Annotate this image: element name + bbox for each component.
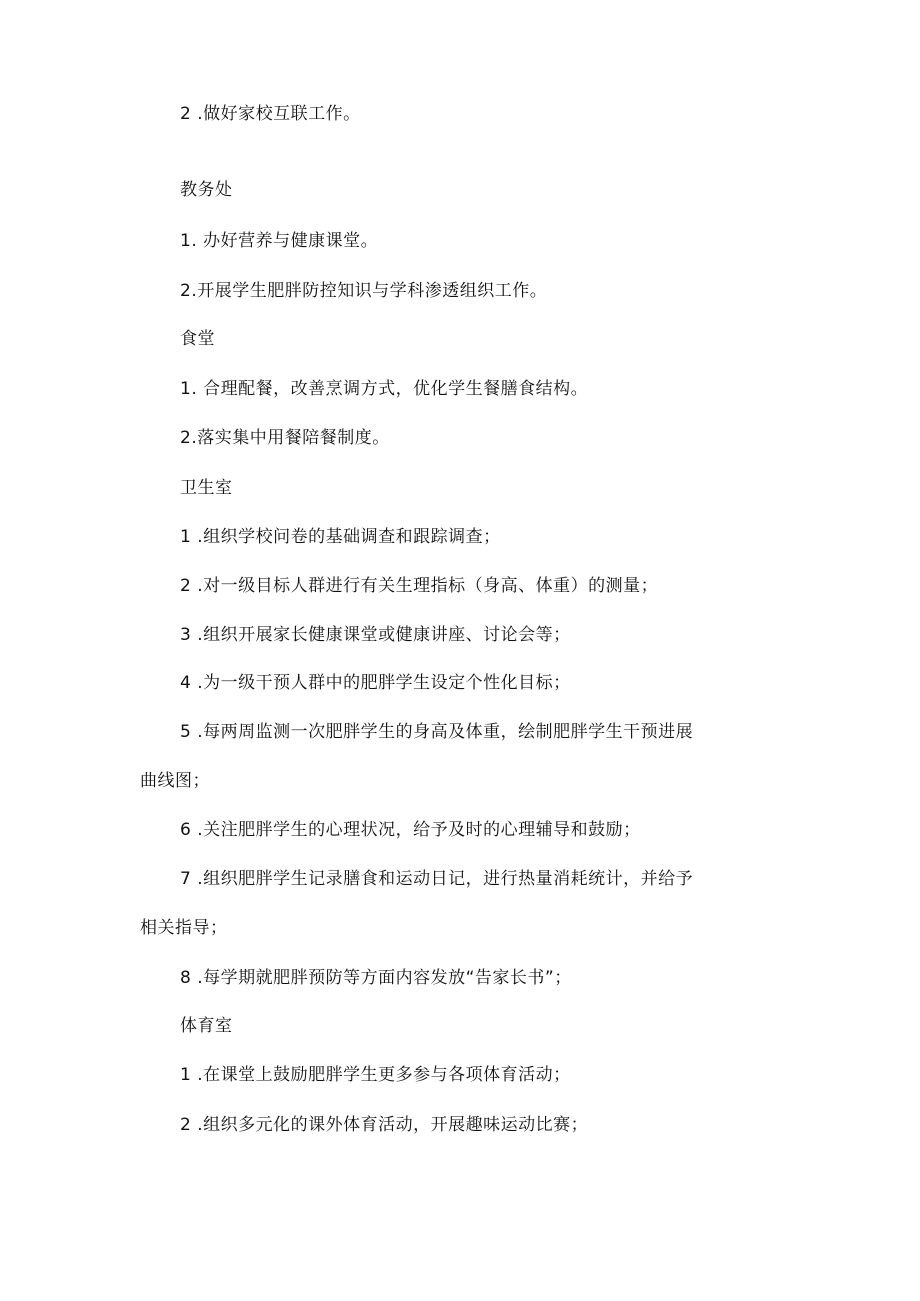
item-canteen-2: 2.落实集中用餐陪餐制度。 xyxy=(180,428,390,448)
item-academic-1: 1. 办好营养与健康课堂。 xyxy=(180,231,379,251)
item-pe-2: 2 .组织多元化的课外体育活动，开展趣味运动比赛； xyxy=(180,1115,589,1135)
item-health-4: 4 .为一级干预人群中的肥胖学生设定个性化目标； xyxy=(180,673,571,693)
item-health-5-continued: 曲线图； xyxy=(140,771,210,791)
item-health-7: 7 .组织肥胖学生记录膳食和运动日记，进行热量消耗统计，并给予 xyxy=(180,869,694,889)
item-health-1: 1 .组织学校问卷的基础调查和跟踪调查； xyxy=(180,527,501,547)
item-pe-1: 1 .在课堂上鼓励肥胖学生更多参与各项体育活动； xyxy=(180,1065,571,1085)
item-health-8: 8 .每学期就肥胖预防等方面内容发放“告家长书”； xyxy=(180,968,572,988)
section-heading-health-room: 卫生室 xyxy=(180,478,233,498)
item-health-2: 2 .对一级目标人群进行有关生理指标（身高、体重）的测量； xyxy=(180,576,659,596)
section-heading-canteen: 食堂 xyxy=(180,329,215,349)
item-canteen-1: 1. 合理配餐，改善烹调方式，优化学生餐膳食结构。 xyxy=(180,379,589,399)
section-heading-pe-room: 体育室 xyxy=(180,1016,233,1036)
item-health-3: 3 .组织开展家长健康课堂或健康讲座、讨论会等； xyxy=(180,625,571,645)
item-health-6: 6 .关注肥胖学生的心理状况，给予及时的心理辅导和鼓励； xyxy=(180,820,641,840)
item-home-school: 2 .做好家校互联工作。 xyxy=(180,104,361,124)
item-health-5: 5 .每两周监测一次肥胖学生的身高及体重，绘制肥胖学生干预进展 xyxy=(180,722,694,742)
section-heading-academic-affairs: 教务处 xyxy=(180,180,233,200)
item-health-7-continued: 相关指导； xyxy=(140,918,228,938)
item-academic-2: 2.开展学生肥胖防控知识与学科渗透组织工作。 xyxy=(180,281,548,301)
